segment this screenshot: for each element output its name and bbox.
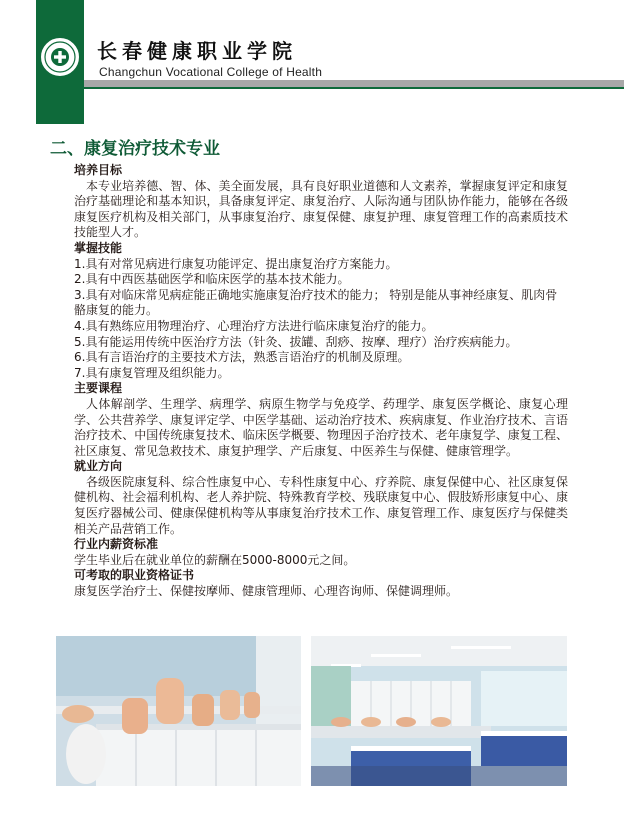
section-title: 二、康复治疗技术专业 bbox=[50, 139, 220, 159]
school-name-cn: 长春健康职业学院 bbox=[97, 39, 297, 63]
salary-heading: 行业内薪资标准 bbox=[74, 537, 159, 552]
section-content bbox=[74, 163, 568, 600]
courses-text: 人体解剖学、生理学、病理学、病原生物学与免疫学、药理学、康复医学概论、康复心理学、公共营养学、康复评定学、中医学基础、运动治疗技术、疾病康复、作业治疗技术、言语治疗技术、中国传统康复技术、临床医学概要、物理因子治疗技术、老年康复学、康复工程、社区康复、常见急救技术、康复护理学、产后康复、中医养生与保健、健康管理学。 bbox=[74, 396, 568, 458]
school-name-en: Changchun Vocational College of Health bbox=[99, 65, 323, 79]
training-goal-text: 本专业培养德、智、体、美全面发展，具有良好职业道德和人文素养，掌握康复评定和康复治疗基础理论和基本知识，具备康复评定、康复治疗、人际沟通与团队协作能力，能够在各级康复医疗机构及相关部门，从事康复治疗、康复保健、康复护理、康复管理工作的高素质技术技能型人才。 bbox=[74, 178, 568, 240]
seal-graphic bbox=[41, 38, 79, 76]
rehab-training-room-photo bbox=[311, 636, 567, 786]
header-divider-gray bbox=[84, 80, 624, 87]
certificates-text: 康复医学治疗士、保健按摩师、健康管理师、心理咨询师、保健调理师。 bbox=[74, 584, 459, 599]
skill-item: 3.具有对临床常见病症能正确地实施康复治疗技术的能力； 特别是能从事神经康复、肌肉骨骼康复的能力。 bbox=[74, 287, 558, 318]
skill-item: 6.具有言语治疗的主要技术方法，熟悉言语治疗的机制及原理。 bbox=[74, 350, 410, 365]
skill-item: 7.具有康复管理及组织能力。 bbox=[74, 365, 230, 380]
skill-item: 5.具有能运用传统中医治疗方法（针灸、拔罐、刮痧、按摩、理疗）治疗疾病能力。 bbox=[74, 334, 518, 349]
employment-text: 各级医院康复科、综合性康复中心、专科性康复中心、疗养院、康复保健中心、社区康复保健机构、社会福利机构、老人养护院、特殊教育学校、残联康复中心、假肢矫形康复中心、康复医疗器械公司、健康保健机构等从事康复治疗技术工作、康复管理工作、康复医疗与保健类相关产品营销工作。 bbox=[74, 474, 568, 536]
employment-heading: 就业方向 bbox=[74, 459, 123, 474]
salary-text: 学生毕业后在就业单位的薪酬在5000-8000元之间。 bbox=[74, 552, 356, 567]
skill-item: 2.具有中西医基础医学和临床医学的基本技术能力。 bbox=[74, 272, 350, 287]
skill-item: 4.具有熟练应用物理治疗、心理治疗方法进行临床康复治疗的能力。 bbox=[74, 318, 434, 333]
training-goal-heading: 培养目标 bbox=[74, 163, 123, 177]
certificates-heading: 可考取的职业资格证书 bbox=[74, 568, 195, 583]
anatomy-models-lab-photo bbox=[56, 636, 301, 786]
courses-heading: 主要课程 bbox=[74, 381, 123, 396]
skills-heading: 掌握技能 bbox=[74, 240, 123, 255]
skill-item: 1.具有对常见病进行康复功能评定、提出康复治疗方案能力。 bbox=[74, 256, 398, 271]
school-seal-icon bbox=[39, 36, 81, 78]
header-divider-green bbox=[84, 87, 624, 89]
